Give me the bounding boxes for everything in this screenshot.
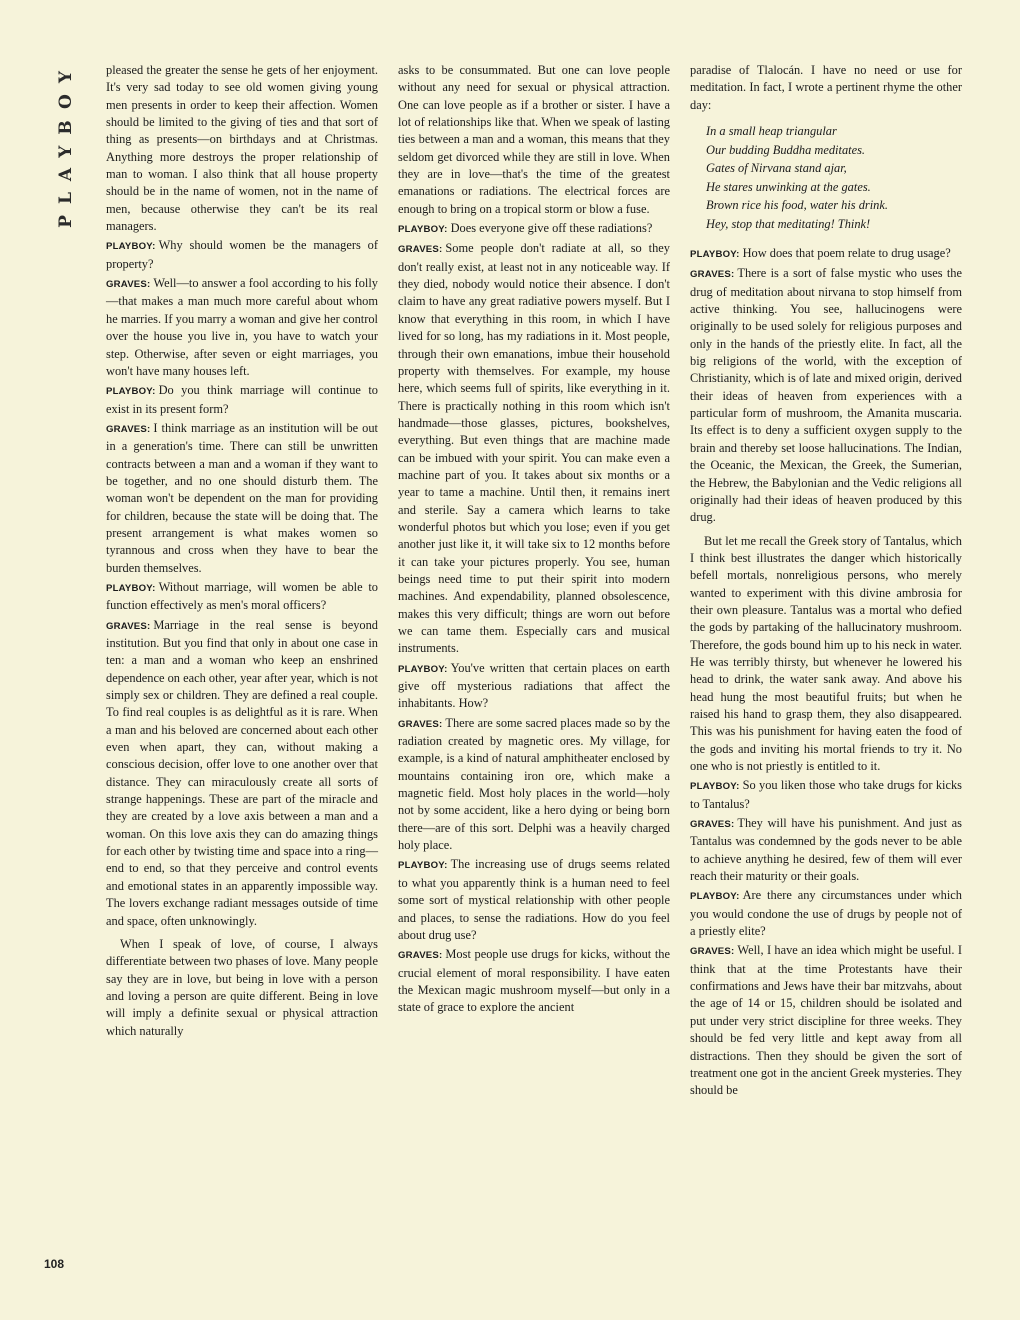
paragraph-text: Some people don't radiate at all, so they don't really exist, at least not in any noticeable way. If they died, nobody would notice their absence. I don't claim to have any great radiative powers myself. But I know that everything in this room, in which I have lived for so long, has my radiations in it. Most people, through their own emanations, imbue their household property with themselves. For example, my house here, which seems full of spirits, like everything in it. There is practically nothing in this room which isn't handmade—those glasses, pictures, bookshelves, everything. But even things that are machine made can be imbued with your spirit. You can make even a machine part of you. It takes about six months or a year to tame a machine. Until then, it remains inert and sterile. Say a camera which learns to take wonderful photos but which you lose; even if you get another just like it, it will take six to 12 months before it can take your pictures properly. You see, human beings need time to put their spirit into modern machines. And expendability, planned obsolescence, makes this very difficult; things are worn out before we can tame them. Especially cars and musical instruments.: [398, 241, 670, 656]
text-column-1: [106, 62, 378, 1042]
paragraph: [398, 715, 670, 855]
paragraph: [106, 275, 378, 380]
paragraph: [398, 856, 670, 944]
speaker-label: PLAYBOY:: [690, 891, 740, 903]
paragraph: [690, 62, 962, 114]
paragraph-text: Does everyone give off these radiations?: [450, 221, 653, 236]
paragraph-text: Marriage in the real sense is beyond institution. But you find that only in about one case in ten: a man and a woman who keep an enshrined dependence on each other, year after year, which is not simply sex or children. They are defined a real couple. To find real couples is as delightful as it is rare. When a man and his beloved are concerned about each other even when apart, they can, without making a conscious decision, offer love to one another over that distance. They can miraculously create all sorts of strange happenings. These are part of the miracle and they are created by a love axis between a man and a woman. On this love axis they can do amazing things for each other by twisting time and space into a ring—end to end, so that they perceive and control events and emotional states in an apparently impossible way. The lovers exchange radiant messages outside of time and space, often unknowingly.: [106, 617, 378, 928]
speaker-label: GRAVES:: [106, 279, 151, 291]
speaker-label: PLAYBOY:: [398, 224, 448, 236]
paragraph-text: Without marriage, will women be able to function effectively as men's moral officers?: [106, 579, 378, 613]
text-column-2: [398, 62, 670, 1019]
paragraph-text: paradise of Tlalocán. I have no need or use for meditation. In fact, I wrote a pertinent rhyme the other day:: [690, 63, 962, 112]
paragraph-text: I think marriage as an institution will be out in a generation's time. There can still be unwritten contracts between a man and a woman if they want to be together, and no one should disturb them. The woman won't be dependent on the man for providing for children, because the state will be doing that. The present arrangement is what makes women so tyrannous and cross when they have to bear the burden themselves.: [106, 420, 378, 575]
paragraph: [398, 946, 670, 1016]
speaker-label: PLAYBOY:: [106, 386, 156, 398]
paragraph-text: Most people use drugs for kicks, without the crucial element of moral responsibility. I have eaten the Mexican magic mushroom myself—but only in a state of grace to explore the ancient: [398, 947, 670, 1015]
poem-line: Our budding Buddha meditates.: [706, 142, 866, 157]
poem: [706, 122, 962, 233]
poem-line: Hey, stop that meditating! Think!: [706, 216, 871, 231]
paragraph: [106, 617, 378, 930]
speaker-label: GRAVES:: [690, 819, 735, 831]
poem-line: Gates of Nirvana stand ajar,: [706, 161, 847, 176]
poem-line: In a small heap triangular: [706, 124, 837, 139]
paragraph-text: Do you think marriage will continue to exist in its present form?: [106, 383, 378, 416]
paragraph-text: asks to be consummated. But one can love people without any need for sexual or physical attraction. One can love people as if a brother or sister. I have a lot of relationships like that. When we speak of lasting ties between a man and a woman, this means that they seldom get divorced while they are still in love. When they are in love—that's the time of the greatest emanations or radiations. The electrical forces are enough to bring on a tropical storm or blow a fuse.: [398, 63, 670, 216]
paragraph-text: There is a sort of false mystic who uses the drug of meditation about nirvana to stop himself from active thinking. You see, hallucinogens were originally to be used solely for religious purposes and only in the hands of the priestly elite. In fact, all the big religions of the world, with the exception of Christianity, which is of late and mixed origin, derived their ideas of heaven from experiences with a particular form of mushroom, the Amanita muscaria. Its effect is to deny a sufficient oxygen supply to the brain and thereby set loose hallucinations. The Indian, the Oceanic, the Mexican, the Greek, the Sumerian, the Hebrew, the Babylonian and the Vedic religions all originally had their ideas of heaven produced by this drug.: [690, 266, 962, 525]
magazine-logo: PLAYBOY: [56, 60, 76, 228]
paragraph-text: Well—to answer a fool according to his folly—that makes a man much more careful about whom he marries. If you marry a woman and give her control over the house you live in, you have to watch your step. Otherwise, after seven or eight marriages, you won't have many houses left.: [106, 276, 378, 378]
speaker-label: GRAVES:: [690, 946, 735, 958]
paragraph: [690, 887, 962, 940]
paragraph-text: You've written that certain places on earth give off mysterious radiations that affect the inhabitants. How?: [398, 660, 670, 711]
paragraph-text: The increasing use of drugs seems related to what you apparently think is a human need to feel some sort of mystical relationship with other people and places, to sense the radiations. How do you feel about drug use?: [398, 857, 670, 942]
speaker-label: GRAVES:: [398, 718, 443, 730]
paragraph: [690, 265, 962, 526]
speaker-label: GRAVES:: [106, 423, 151, 435]
paragraph: [398, 660, 670, 713]
paragraph: [690, 942, 962, 1099]
speaker-label: PLAYBOY:: [106, 241, 156, 253]
speaker-label: PLAYBOY:: [690, 249, 740, 261]
paragraph: [106, 237, 378, 273]
poem-line: Brown rice his food, water his drink.: [706, 198, 888, 213]
paragraph: [106, 62, 378, 235]
speaker-label: GRAVES:: [398, 950, 443, 962]
speaker-label: GRAVES:: [106, 620, 151, 632]
paragraph: [690, 777, 962, 813]
paragraph-text: They will have his punishment. And just as Tantalus was condemned by the gods never to be able to achieve anything he desired, few of them will ever reach their maturity or their goals.: [690, 816, 962, 884]
paragraph-text: There are some sacred places made so by the radiation created by magnetic ores. My village, for example, is a kind of natural amphitheater enclosed by mountains containing iron ore, which make a magnetic field. Most holy places in the world—holy not by some accident, like a hero dying or being born there—are of this sort. Delphi was a heavily charged holy place.: [398, 715, 670, 853]
paragraph: [106, 936, 378, 1040]
paragraph-text: Well, I have an idea which might be useful. I think that at the time Protestants have their confirmations and Jews have their bar mitzvahs, about the age of 14 or 15, children should be isolated and put under very strict discipline for three weeks. They should be fed very little and kept away from all distractions. Then they should be given the sort of treatment one got in the ancient Greek mysteries. They should be: [690, 943, 962, 1098]
paragraph: [398, 62, 670, 218]
speaker-label: GRAVES:: [398, 244, 443, 256]
paragraph: [690, 815, 962, 885]
page-number: 108: [44, 1257, 65, 1271]
speaker-label: PLAYBOY:: [690, 781, 740, 793]
speaker-label: PLAYBOY:: [398, 860, 448, 872]
paragraph: [106, 420, 378, 577]
speaker-label: PLAYBOY:: [106, 582, 156, 594]
paragraph-text: How does that poem relate to drug usage?: [742, 246, 951, 261]
paragraph-text: When I speak of love, of course, I always differentiate between two phases of love. Many people say they are in love, but being in love with a person and loving a person are quite different. Being in love will imply a definite sexual or physical attraction which naturally: [106, 936, 378, 1038]
paragraph-text: But let me recall the Greek story of Tantalus, which I think best illustrates the danger which historically befell mortals, nonreligious persons, who merely wanted to experiment with this divine ambrosia for their own pleasure. Tantalus was a mortal who defied the gods by partaking of the hallucinatory mushroom. Therefore, the gods bound him up to his neck in water. He was terribly thirsty, but whenever he lowered his head to drink, the water sank away. And above his head hung the most beautiful fruits; but when he raised his hand to grasp them, they also disappeared. This was his punishment for having eaten the food of the gods and inviting his mortal friends to try it. No one who is not priestly is entitled to it.: [690, 533, 962, 773]
paragraph-text: pleased the greater the sense he gets of her enjoyment. It's very sad today to see old women giving young men presents in order to keep their affection. Women should be limited to the giving of ties and that sort of thing as presents—on birthdays and at Christmas. Anything more destroys the proper relationship of man to woman. I also think that all house property should be in the name of women, not in the name of men, because otherwise they can't be its real managers.: [106, 63, 378, 234]
paragraph: [690, 533, 962, 776]
paragraph: [398, 220, 670, 238]
speaker-label: PLAYBOY:: [398, 663, 448, 675]
speaker-label: GRAVES:: [690, 269, 735, 281]
poem-line: He stares unwinking at the gates.: [706, 179, 871, 194]
paragraph: [398, 240, 670, 657]
paragraph-text: Are there any circumstances under which you would condone the use of drugs by people not of a priestly elite?: [690, 888, 962, 939]
paragraph: [106, 579, 378, 615]
paragraph: [106, 382, 378, 418]
paragraph: [690, 245, 962, 263]
text-column-3: [690, 62, 962, 1102]
paragraph-text: So you liken those who take drugs for kicks to Tantalus?: [690, 778, 962, 811]
paragraph-text: Why should women be the managers of property?: [106, 238, 378, 271]
